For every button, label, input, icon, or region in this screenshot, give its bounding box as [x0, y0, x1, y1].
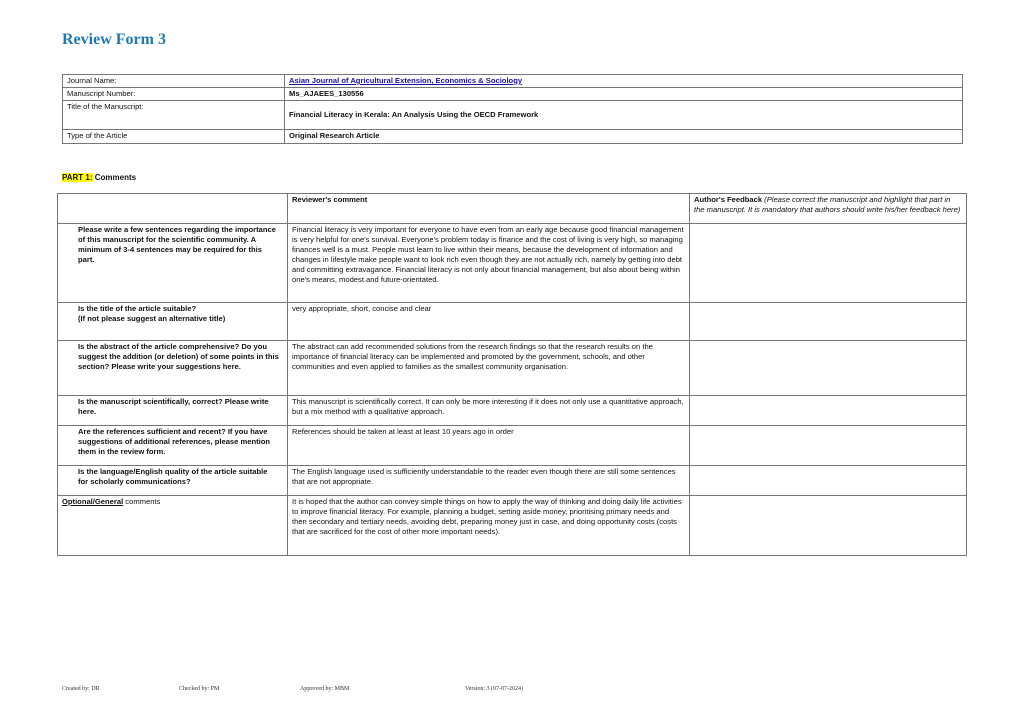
manuscript-info-table [62, 74, 963, 144]
optional-label: Optional/General [62, 497, 124, 506]
author-feedback-cell[interactable] [690, 426, 967, 466]
journal-link[interactable]: Asian Journal of Agricultural Extension, Economics & Sociology [289, 76, 523, 85]
part-heading [62, 173, 136, 182]
part-label: PART 1: [62, 173, 93, 182]
article-type-value: Original Research Article [285, 130, 963, 144]
question: Is the abstract of the article comprehensive? Do you suggest the addition (or deletion) of some points in this section? Please write your suggestions here. [58, 341, 288, 396]
reviewer-comment: Financial literacy is very important for everyone to have even from an early age because good financial management is very helpful for one's survival. Everyone's problem today is finance and the cost of living is very high, so managing finances well is a must. People must learn to live within their means, because the development of information and changes in lifestyle make people want to look rich even though they are not actually rich, namely by getting into debt and committing extravagance. Financial literacy is not only about financial management, but also about being within one's means, modest and future-orientated. [288, 224, 690, 303]
reviewer-comment: The English language used is sufficiently understandable to the reader even though there are still some sentences that are not appropriate. [288, 466, 690, 496]
manuscript-title-value: Financial Literacy in Kerala: An Analysis Using the OECD Framework [285, 101, 963, 130]
question: Is the language/English quality of the article suitable for scholarly communications? [58, 466, 288, 496]
footer-checked: Checked by: PM [179, 686, 220, 692]
author-feedback-cell[interactable] [690, 341, 967, 396]
manuscript-number-label: Manuscript Number: [63, 88, 285, 101]
manuscript-number-value: Ms_AJAEES_130556 [285, 88, 963, 101]
part-suffix: Comments [92, 173, 137, 182]
author-feedback-cell[interactable] [690, 396, 967, 426]
comments-table [57, 193, 967, 556]
author-feedback-cell[interactable] [690, 496, 967, 556]
question: Is the manuscript scientifically, correct? Please write here. [58, 396, 288, 426]
footer-version: Version: 3 (07-07-2024) [465, 686, 523, 692]
question: Please write a few sentences regarding the importance of this manuscript for the scientific community. A minimum of 3-4 sentences may be required for this part. [58, 224, 288, 303]
optional-comment: It is hoped that the author can convey simple things on how to apply the way of thinking and doing daily life activities to improve financial literacy. For example, planning a budget, setting aside money, prioritising primary needs and then secondary and tertiary needs, avoiding debt, preparing money just in case, and doing opportunity costs (costs that are sacrificed for the cost of other more important needs). [288, 496, 690, 556]
question: Are the references sufficient and recent? If you have suggestions of additional references, please mention them in the review form. [58, 426, 288, 466]
reviewer-comment: very appropriate, short, concise and clear [288, 303, 690, 341]
author-feedback-cell[interactable] [690, 466, 967, 496]
author-feedback-note: (Please correct the manuscript and highlight that part in the manuscript. It is mandatory that authors should write his/her feedback here) [694, 195, 961, 214]
author-feedback-header: Author's Feedback [694, 195, 763, 204]
article-type-label: Type of the Article [63, 130, 285, 144]
footer-approved: Approved by: MBM [300, 686, 350, 692]
question: Is the title of the article suitable? (If not please suggest an alternative title) [58, 303, 288, 341]
author-feedback-cell[interactable] [690, 303, 967, 341]
footer-created: Created by: DR [62, 686, 100, 692]
optional-suffix: comments [123, 497, 161, 506]
reviewer-comment: References should be taken at least at least 10 years ago in order [288, 426, 690, 466]
page-title: Review Form 3 [62, 31, 166, 48]
manuscript-title-label: Title of the Manuscript: [63, 101, 285, 130]
journal-label: Journal Name: [63, 75, 285, 88]
reviewer-comment: This manuscript is scientifically correct. It can only be more interesting if it does not only use a quantitative approach, but a mix method with a qualitative approach. [288, 396, 690, 426]
reviewer-comment: The abstract can add recommended solutions from the research findings so that the research results on the importance of financial literacy can be implemented and promoted by the government, schools, and other communities and even applied to families as the smallest community organisation. [288, 341, 690, 396]
reviewer-comment-header: Reviewer's comment [288, 194, 690, 224]
author-feedback-cell[interactable] [690, 224, 967, 303]
